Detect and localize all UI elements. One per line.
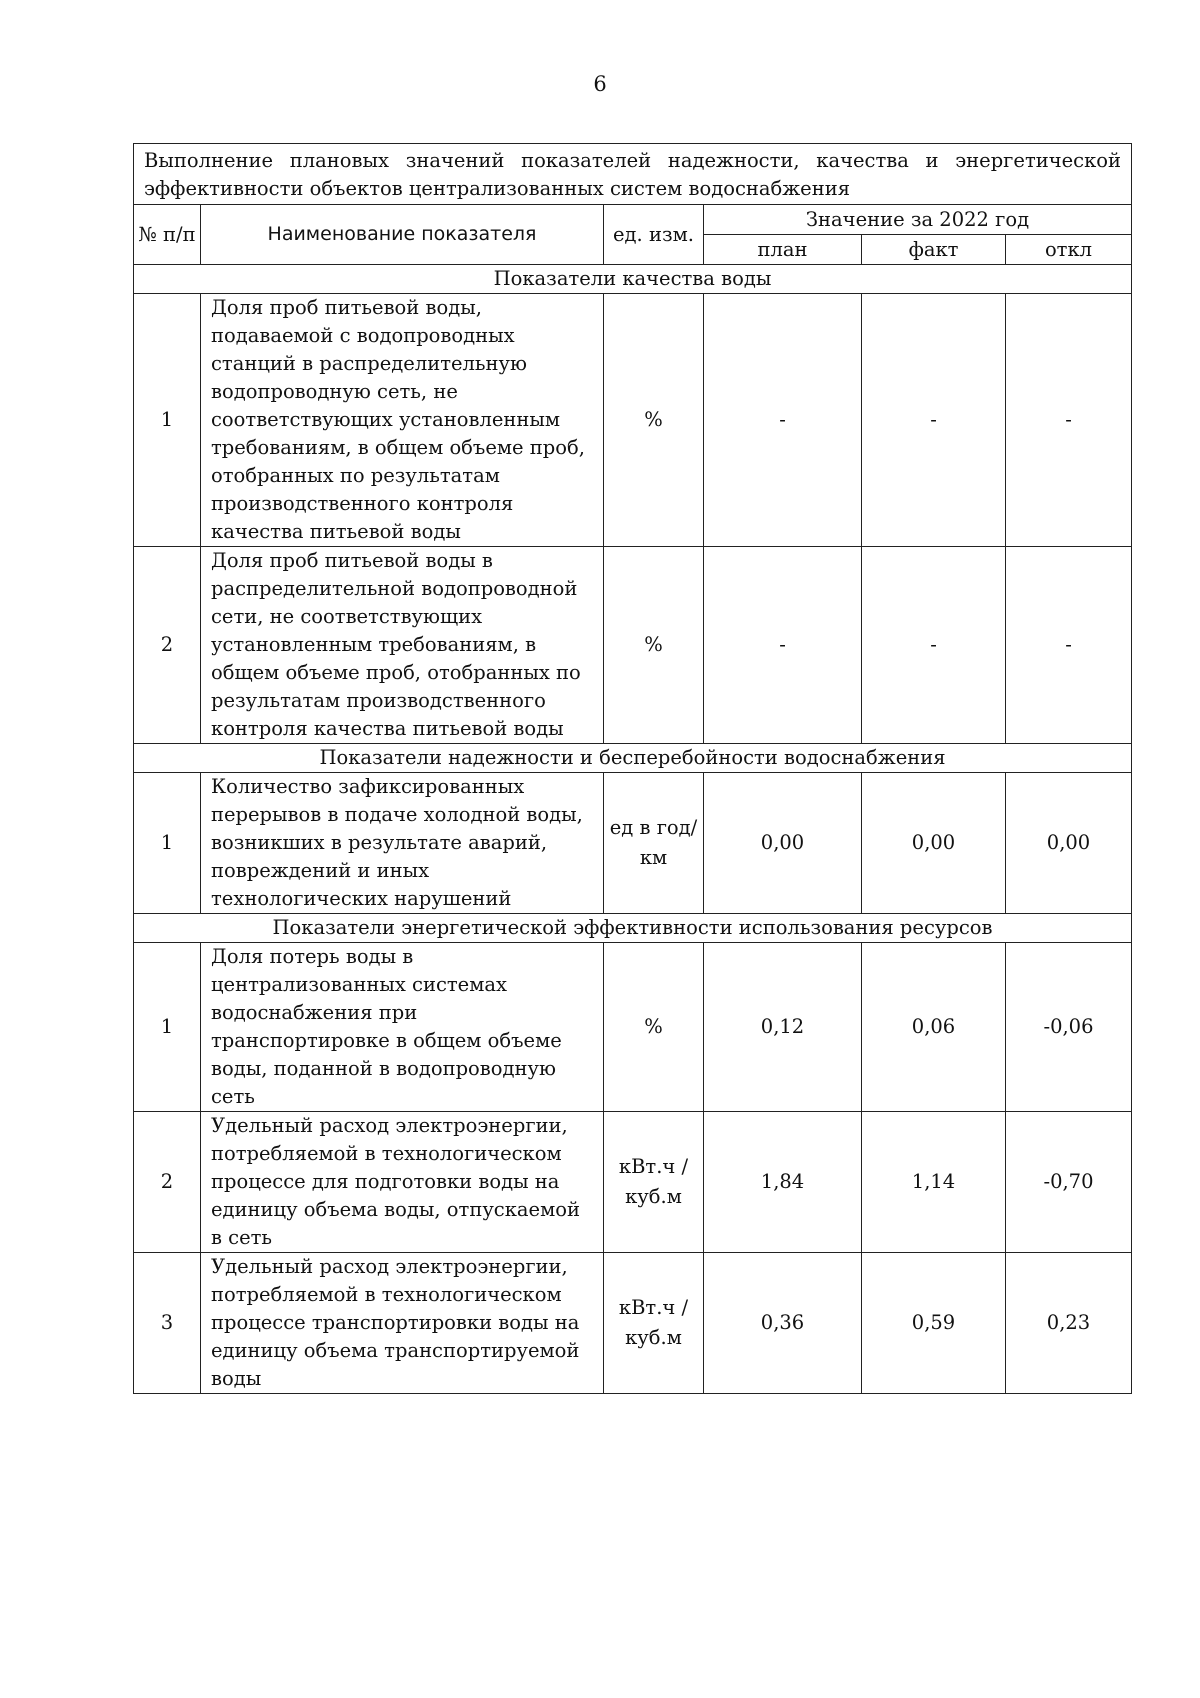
table-title: Выполнение плановых значений показателей надежности, качества и энергетической эффективности объектов централизованных систем водоснабжения bbox=[134, 144, 1132, 205]
fact-value: 0,06 bbox=[862, 943, 1006, 1112]
table-row bbox=[134, 547, 1132, 744]
indicator-name-line: процессе для подготовки воды на bbox=[211, 1170, 560, 1193]
indicator-name-line: отобранных по результатам bbox=[211, 464, 500, 487]
indicator-name-line: повреждений и иных bbox=[211, 859, 430, 882]
indicator-name-line: сети, не соответствующих bbox=[211, 605, 483, 628]
plan-value: 0,36 bbox=[704, 1253, 862, 1394]
indicator-name-line: потребляемой в технологическом bbox=[211, 1283, 562, 1306]
header-unit: ед. изм. bbox=[604, 205, 704, 265]
section-title: Показатели качества воды bbox=[134, 265, 1132, 294]
section-row bbox=[134, 744, 1132, 773]
indicator-name-line: сеть bbox=[211, 1085, 255, 1108]
indicator-name-line: централизованных системах bbox=[211, 973, 508, 996]
indicator-name-line: возникших в результате аварий, bbox=[211, 831, 548, 854]
deviation-value: 0,00 bbox=[1006, 773, 1132, 914]
indicator-name bbox=[201, 1112, 604, 1253]
table-row bbox=[134, 1253, 1132, 1394]
indicator-name-line: Удельный расход электроэнергии, bbox=[211, 1255, 568, 1278]
indicator-name-line: воды bbox=[211, 1367, 262, 1390]
unit: % bbox=[604, 294, 704, 547]
deviation-value: - bbox=[1006, 294, 1132, 547]
indicator-name-line: подаваемой с водопроводных bbox=[211, 324, 515, 347]
fact-value: 0,59 bbox=[862, 1253, 1006, 1394]
indicator-name-line: общем объеме проб, отобранных по bbox=[211, 661, 581, 684]
indicator-name-line: распределительной водопроводной bbox=[211, 577, 578, 600]
indicator-name bbox=[201, 294, 604, 547]
section-title: Показатели энергетической эффективности использования ресурсов bbox=[134, 914, 1132, 943]
indicator-name-line: Доля проб питьевой воды, bbox=[211, 296, 482, 319]
plan-value: 1,84 bbox=[704, 1112, 862, 1253]
row-number: 2 bbox=[134, 547, 201, 744]
row-number: 1 bbox=[134, 294, 201, 547]
deviation-value: -0,70 bbox=[1006, 1112, 1132, 1253]
plan-value: - bbox=[704, 294, 862, 547]
indicator-name bbox=[201, 943, 604, 1112]
fact-value: 0,00 bbox=[862, 773, 1006, 914]
indicator-name-line: транспортировке в общем объеме bbox=[211, 1029, 562, 1052]
page-number: 6 bbox=[593, 72, 607, 96]
table-row bbox=[134, 294, 1132, 547]
fact-value: - bbox=[862, 294, 1006, 547]
fact-value: 1,14 bbox=[862, 1112, 1006, 1253]
deviation-value: - bbox=[1006, 547, 1132, 744]
row-number: 3 bbox=[134, 1253, 201, 1394]
indicator-name-line: Доля потерь воды в bbox=[211, 945, 414, 968]
plan-value: 0,12 bbox=[704, 943, 862, 1112]
indicator-name-line: результатам производственного bbox=[211, 689, 546, 712]
header-deviation: откл bbox=[1006, 235, 1132, 265]
indicator-name-line: водоснабжения при bbox=[211, 1001, 418, 1024]
indicator-name bbox=[201, 1253, 604, 1394]
indicator-name-line: в сеть bbox=[211, 1226, 273, 1249]
row-number: 1 bbox=[134, 943, 201, 1112]
indicator-name-line: перерывов в подаче холодной воды, bbox=[211, 803, 583, 826]
indicator-name-line: технологических нарушений bbox=[211, 887, 512, 910]
section-row bbox=[134, 914, 1132, 943]
indicators-table bbox=[133, 143, 1132, 1394]
header-fact: факт bbox=[862, 235, 1006, 265]
plan-value: 0,00 bbox=[704, 773, 862, 914]
indicator-name-line: требованиям, в общем объеме проб, bbox=[211, 436, 585, 459]
indicator-name-line: Количество зафиксированных bbox=[211, 775, 525, 798]
section-title: Показатели надежности и бесперебойности водоснабжения bbox=[134, 744, 1132, 773]
indicator-name-line: станций в распределительную bbox=[211, 352, 527, 375]
indicator-name-line: Доля проб питьевой воды в bbox=[211, 549, 493, 572]
table-row bbox=[134, 773, 1132, 914]
unit: % bbox=[604, 547, 704, 744]
indicator-name-line: соответствующих установленным bbox=[211, 408, 561, 431]
section-row bbox=[134, 265, 1132, 294]
unit: кВт.ч / куб.м bbox=[604, 1253, 704, 1394]
fact-value: - bbox=[862, 547, 1006, 744]
plan-value: - bbox=[704, 547, 862, 744]
indicator-name-line: качества питьевой воды bbox=[211, 520, 461, 543]
header-num: № п/п bbox=[134, 205, 201, 265]
table-row bbox=[134, 1112, 1132, 1253]
deviation-value: 0,23 bbox=[1006, 1253, 1132, 1394]
indicator-name bbox=[201, 547, 604, 744]
unit: кВт.ч / куб.м bbox=[604, 1112, 704, 1253]
row-number: 1 bbox=[134, 773, 201, 914]
unit: % bbox=[604, 943, 704, 1112]
deviation-value: -0,06 bbox=[1006, 943, 1132, 1112]
indicator-name-line: Удельный расход электроэнергии, bbox=[211, 1114, 568, 1137]
table-row bbox=[134, 943, 1132, 1112]
indicator-name-line: водопроводную сеть, не bbox=[211, 380, 458, 403]
indicator-name-line: контроля качества питьевой воды bbox=[211, 717, 564, 740]
indicator-name-line: производственного контроля bbox=[211, 492, 514, 515]
indicator-name-line: единицу объема транспортируемой bbox=[211, 1339, 580, 1362]
indicator-name-line: воды, поданной в водопроводную bbox=[211, 1057, 556, 1080]
indicator-name-line: процессе транспортировки воды на bbox=[211, 1311, 580, 1334]
header-plan: план bbox=[704, 235, 862, 265]
unit: ед в год/ км bbox=[604, 773, 704, 914]
header-value-group: Значение за 2022 год bbox=[704, 205, 1132, 235]
header-name: Наименование показателя bbox=[201, 205, 604, 265]
indicator-name-line: единицу объема воды, отпускаемой bbox=[211, 1198, 580, 1221]
row-number: 2 bbox=[134, 1112, 201, 1253]
indicator-name bbox=[201, 773, 604, 914]
indicator-name-line: потребляемой в технологическом bbox=[211, 1142, 562, 1165]
indicator-name-line: установленным требованиям, в bbox=[211, 633, 537, 656]
